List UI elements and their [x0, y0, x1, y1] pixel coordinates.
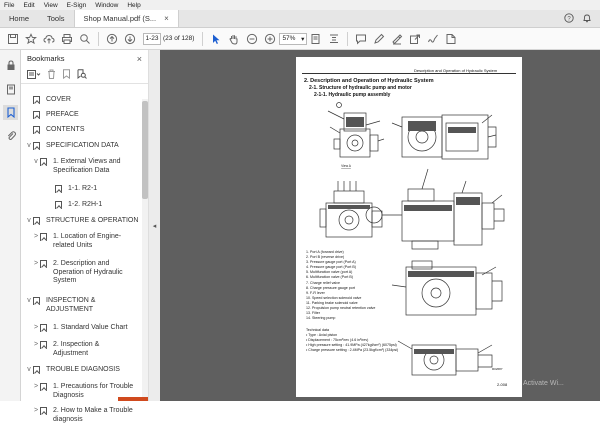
bookmark-icon [40, 407, 47, 415]
bookmarks-title: Bookmarks [27, 54, 65, 63]
part-item: 1. Port A (forward drive) [306, 250, 344, 254]
technical-data-title: Technical data [306, 328, 329, 332]
bookmark-item[interactable] [21, 407, 142, 424]
bookmarks-panel-icon[interactable] [3, 105, 18, 120]
comment-icon[interactable] [352, 30, 370, 48]
find-bookmark-icon[interactable] [77, 69, 87, 81]
pen-icon[interactable] [370, 30, 388, 48]
page-navigator [143, 33, 194, 45]
tab-tools[interactable]: Tools [47, 14, 65, 23]
sign-icon[interactable] [424, 30, 442, 48]
navigation-rail [0, 50, 21, 401]
toolbar-divider [347, 32, 348, 46]
menu-help[interactable]: Help [127, 1, 141, 9]
bookmark-label: 1. Location of Engine-related Units [53, 233, 122, 249]
subsubsection-heading: 2-1-1. Hydraulic pump assembly [314, 92, 391, 98]
bookmark-item[interactable] [21, 111, 142, 120]
toolbar [0, 28, 600, 50]
bookmarks-panel [21, 50, 148, 423]
bookmark-chevron[interactable]: > [33, 233, 39, 240]
part-item: 4. Pressure gauge port (Port B) [306, 265, 356, 270]
subsection-heading: 2-1. Structure of hydraulic pump and motor [309, 85, 412, 91]
lock-icon[interactable] [3, 58, 18, 73]
page-thumbnails-icon[interactable] [3, 82, 18, 97]
bookmark-label: 1-2. R2H-1 [68, 201, 103, 208]
attachment-icon[interactable] [3, 128, 18, 143]
bookmark-chevron[interactable]: v [27, 297, 31, 304]
delete-bookmark-icon[interactable] [47, 69, 56, 81]
bookmark-item[interactable] [21, 158, 142, 175]
bookmark-label: TROUBLE DIAGNOSIS [46, 366, 120, 373]
bookmark-item[interactable] [21, 233, 142, 250]
tech-item: • Charge pressure setting : 2.4MPa (23.5kgf/cm²) (334psi) [306, 348, 399, 352]
collapse-panel-handle[interactable] [148, 50, 160, 401]
bookmark-item[interactable] [21, 260, 142, 286]
page-fit-icon[interactable] [307, 30, 325, 48]
tech-item: • Type : Axial piston [306, 333, 338, 337]
menu-edit[interactable]: Edit [23, 1, 35, 9]
bookmark-label: COVER [46, 96, 71, 103]
page-number: 2-008 [497, 382, 508, 387]
zoom-select[interactable] [279, 33, 307, 45]
scroll-mode-icon[interactable] [325, 30, 343, 48]
bookmark-icon [33, 217, 40, 225]
menu-window[interactable]: Window [95, 1, 119, 9]
pdf-page [296, 57, 522, 397]
bookmark-label: 1. Standard Value Chart [53, 324, 128, 331]
chevron-down-icon: ▾ [301, 35, 305, 43]
part-item: 11. Parking brake solenoid valve [306, 300, 358, 305]
bookmark-list [21, 94, 142, 423]
print-icon[interactable] [58, 30, 76, 48]
bookmark-item[interactable] [21, 201, 142, 210]
bookmark-item[interactable] [21, 341, 142, 358]
bookmark-label: 2. How to Make a Trouble diagnosis [53, 407, 133, 423]
header-rule [302, 73, 516, 74]
bookmark-label: PREFACE [46, 111, 79, 118]
bookmark-icon [33, 366, 40, 374]
taskbar-accent [118, 397, 148, 401]
bookmark-icon [40, 233, 47, 241]
menu-file[interactable]: File [4, 1, 15, 9]
part-item: 7. Charge relief valve [306, 280, 340, 285]
previous-page-icon[interactable] [103, 30, 121, 48]
close-tab-icon[interactable]: × [164, 14, 169, 23]
bookmarks-toolbar [21, 67, 148, 84]
bookmark-label: SPECIFICATION DATA [46, 142, 119, 149]
zoom-out-icon[interactable] [243, 30, 261, 48]
tab-bar [0, 10, 600, 28]
activation-watermark: Activate Wi... [523, 380, 564, 387]
export-icon[interactable] [442, 30, 460, 48]
bookmark-item[interactable] [21, 324, 142, 333]
highlight-icon[interactable] [388, 30, 406, 48]
bookmark-chevron[interactable]: > [33, 383, 39, 390]
tech-item: • Displacement : 75cm³/rev (4.6 in³/rev) [306, 338, 369, 342]
view-label: View A [341, 164, 351, 168]
bookmark-label: STRUCTURE & OPERATION [46, 217, 139, 224]
bookmark-chevron[interactable]: v [27, 366, 31, 373]
select-cursor-icon[interactable] [207, 30, 225, 48]
figure-code: R02687 [492, 367, 503, 371]
bookmark-item[interactable] [21, 217, 142, 226]
bookmark-chevron[interactable]: > [33, 260, 39, 267]
bookmark-chevron[interactable]: > [33, 407, 39, 414]
bookmark-icon [33, 126, 40, 134]
bookmark-label: 1-1. R2-1 [68, 185, 98, 192]
bookmark-star-icon[interactable] [22, 30, 40, 48]
bookmarks-header [21, 50, 148, 67]
upload-cloud-icon[interactable] [40, 30, 58, 48]
part-item: 5. Multifunction valve (port A) [306, 270, 353, 275]
bookmark-icon [55, 185, 62, 193]
toolbar-divider [98, 32, 99, 46]
part-item: 12. Propulsion pump neutral retention valve [306, 306, 376, 311]
help-icon[interactable] [564, 13, 574, 25]
bookmark-label: 1. External Views and Specification Data [53, 158, 121, 174]
bookmark-icon [40, 324, 47, 332]
running-head: Description and Operation of Hydraulic System [414, 68, 498, 73]
bookmark-icon [40, 341, 47, 349]
part-item: 3. Pressure gauge port (Port A) [306, 260, 356, 265]
bookmark-label: 1. Precautions for Trouble Diagnosis [53, 383, 134, 399]
close-panel-icon[interactable]: × [136, 53, 142, 64]
bookmark-item[interactable] [21, 142, 142, 151]
part-item: 10. Speed selection solenoid valve [306, 295, 362, 300]
section-heading: 2. Description and Operation of Hydraulic System [304, 78, 434, 84]
bookmark-item[interactable] [21, 185, 142, 194]
bookmark-chevron[interactable]: > [33, 324, 39, 331]
bookmark-label: INSPECTION & ADJUSTMENT [46, 297, 96, 313]
options-menu-icon[interactable] [27, 70, 41, 81]
bookmark-label: CONTENTS [46, 126, 85, 133]
bookmark-item[interactable] [21, 126, 142, 135]
next-page-icon[interactable] [121, 30, 139, 48]
bookmark-icon [33, 142, 40, 150]
zoom-value: 57% [282, 35, 296, 42]
hand-tool-icon[interactable] [225, 30, 243, 48]
bookmark-icon [40, 383, 47, 391]
bookmark-item[interactable] [21, 96, 142, 105]
bookmark-label: 2. Description and Operation of Hydraulic System [53, 260, 123, 285]
bookmark-chevron[interactable]: v [27, 142, 31, 149]
menu-bar [0, 0, 600, 10]
bookmark-icon [40, 158, 47, 166]
bell-icon[interactable] [582, 13, 592, 25]
tab-home[interactable]: Home [9, 14, 30, 23]
tech-item: • High pressure setting : 41.9MPa (427kgf/cm²) (6075psi) [306, 343, 397, 347]
chevron-left-icon: ◂ [152, 222, 157, 230]
parts-list [306, 250, 406, 321]
bookmark-item[interactable] [21, 297, 142, 314]
bookmark-chevron[interactable]: > [33, 341, 39, 348]
bookmark-icon [33, 297, 40, 305]
zoom-search-icon[interactable] [76, 30, 94, 48]
share-icon[interactable] [406, 30, 424, 48]
bookmark-icon [33, 111, 40, 119]
toolbar-divider [202, 32, 203, 46]
bookmark-chevron[interactable]: v [27, 217, 31, 224]
menu-view[interactable]: View [43, 1, 58, 9]
part-item: 13. Filter [306, 311, 320, 316]
bookmark-icon [55, 201, 62, 209]
svg-text:?: ? [567, 15, 571, 22]
part-item: 8. Charge pressure gauge port [306, 285, 355, 290]
tab-document[interactable] [74, 10, 179, 27]
part-item: 14. Steering pump [306, 316, 336, 321]
menu-esign[interactable]: E-Sign [66, 1, 87, 9]
page-number-input[interactable]: 1-23 [143, 33, 161, 45]
bookmark-chevron[interactable]: v [34, 158, 38, 165]
page-count: (23 of 128) [163, 35, 195, 42]
bookmark-label: 2. Inspection & Adjustment [53, 341, 100, 357]
bookmark-icon [40, 260, 47, 268]
technical-data [306, 328, 416, 353]
save-icon[interactable] [4, 30, 22, 48]
zoom-in-icon[interactable] [261, 30, 279, 48]
new-bookmark-icon[interactable] [62, 69, 71, 81]
tab-document-label: Shop Manual.pdf (S... [83, 14, 157, 23]
bookmark-item[interactable] [21, 366, 142, 375]
part-item: 6. Multifunction valve (Port B) [306, 275, 353, 280]
bookmark-icon [33, 96, 40, 104]
part-item: 9. F-R lever [306, 290, 325, 295]
part-item: 2. Port B (reverse drive) [306, 255, 345, 260]
